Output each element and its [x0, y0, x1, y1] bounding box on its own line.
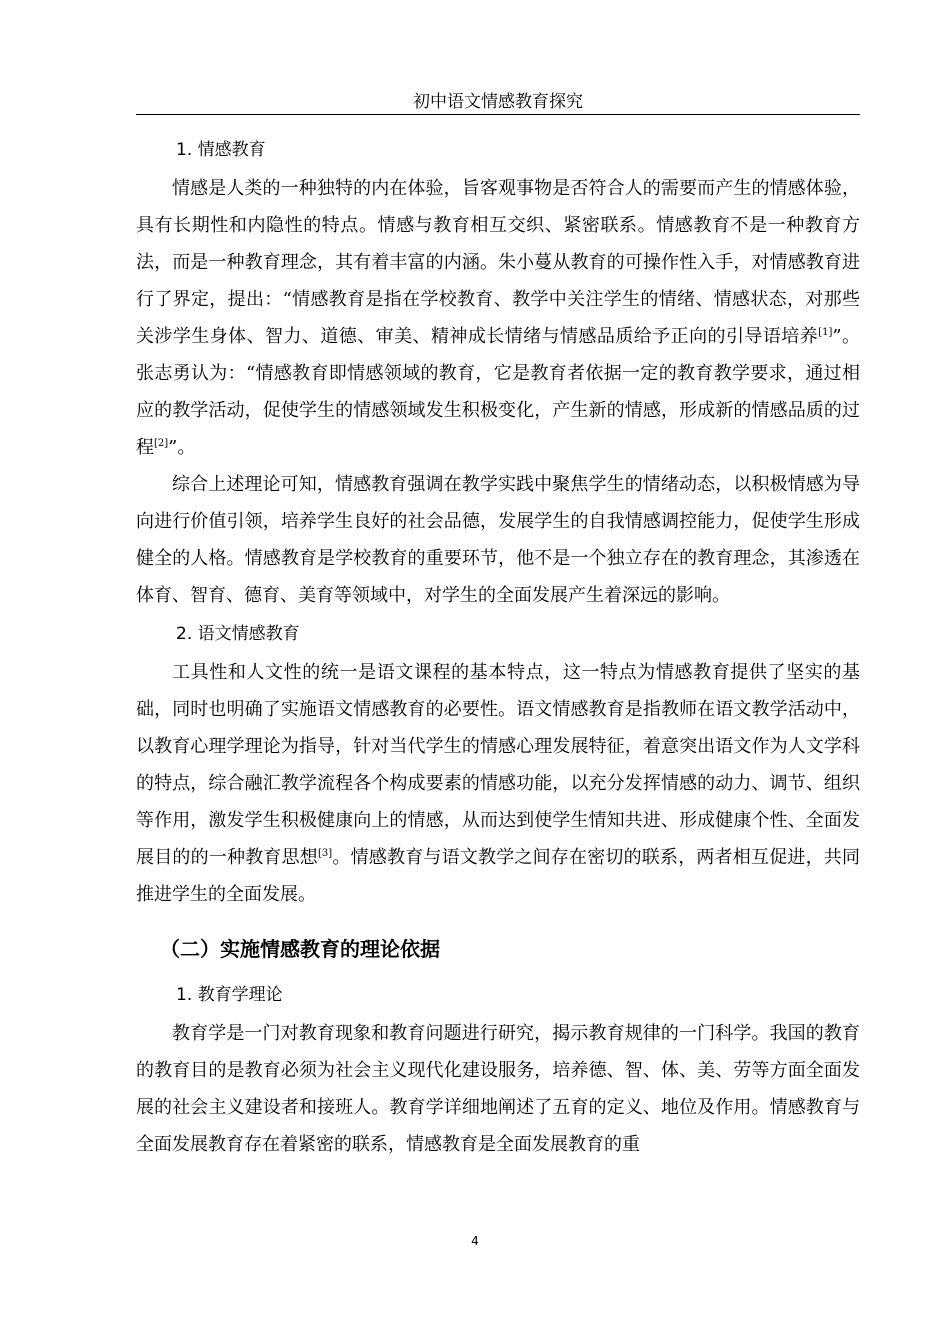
- paragraph-summary: 综合上述理论可知，情感教育强调在教学实践中聚焦学生的情绪动态，以积极情感为导向进行价值引领，培养学生良好的社会品德，发展学生的自我情感调控能力，促使学生形成健全的人格。情感教育是学校教育的重要环节，他不是一个独立存在的教育理念，其渗透在体育、智育、德育、美育等领域中，对学生的全面发展产生着深远的影响。: [136, 474, 860, 606]
- section-heading-theory-basis: （二）实施情感教育的理论依据: [160, 937, 440, 961]
- paragraph-emotion-definition: [136, 170, 860, 466]
- subheading-chinese-emotional-education: 2. 语文情感教育: [176, 624, 300, 644]
- paragraph-pedagogy: 教育学是一门对教育现象和教育问题进行研究，揭示教育规律的一门科学。我国的教育的教育目的是教育必须为社会主义现代化建设服务，培养德、智、体、美、劳等方面全面发展的社会主义建设者和接班人。教育学详细地阐述了五育的定义、地位及作用。情感教育与全面发展教育存在着紧密的联系，情感教育是全面发展教育的重: [136, 1023, 860, 1155]
- paragraph-text: 情感是人类的一种独特的内在体验，旨客观事物是否符合人的需要而产生的情感体验，具有长期性和内隐性的特点。情感与教育相互交织、紧密联系。情感教育不是一种教育方法，而是一种教育理念，其有着丰富的内涵。朱小蔓从教育的可操作性入手，对情感教育进行了界定，提出：“情感教育是指在学校教育、教学中关注学生的情绪、情感状态，对那些关涉学生身体、智力、道德、审美、精神成长情绪与情感品质给予正向的引导语培养: [136, 178, 860, 347]
- header-rule: [136, 114, 860, 115]
- page-content: [136, 130, 860, 1163]
- paragraph-chinese-emotional-education: [136, 654, 860, 913]
- paragraph-text: 。情感教育与语文教学之间存在密切的联系，两者相互促进，共同推进学生的全面发展。: [136, 847, 861, 905]
- citation-2: [2]: [154, 438, 169, 449]
- paragraph-text: ”。张志勇认为：“情感教育即情感领域的教育，它是教育者依据一定的教育教学要求，通过相应的教学活动，促使学生的情感领域发生积极变化，产生新的情感，形成新的情感品质的过程: [136, 326, 860, 458]
- subheading-emotional-education: 1. 情感教育: [176, 140, 266, 160]
- paragraph-text: 工具性和人文性的统一是语文课程的基本特点，这一特点为情感教育提供了坚实的基础，同时也明确了实施语文情感教育的必要性。语文情感教育是指教师在语文教学活动中，以教育心理学理论为指导，针对当代学生的情感心理发展特征，着意突出语文作为人文学科的特点，综合融汇教学流程各个构成要素的情感功能，以充分发挥情感的动力、调节、组织等作用，激发学生积极健康向上的情感，从而达到使学生情知共进、形成健康个性、全面发展目的的一种教育思想: [136, 662, 860, 868]
- page-number: 4: [471, 1234, 479, 1248]
- paragraph-text: ”。: [168, 437, 196, 458]
- running-header: 初中语文情感教育探究: [413, 92, 583, 112]
- citation-1: [1]: [818, 327, 833, 338]
- subheading-pedagogy-theory: 1. 教育学理论: [176, 985, 283, 1005]
- citation-3: [3]: [318, 848, 333, 859]
